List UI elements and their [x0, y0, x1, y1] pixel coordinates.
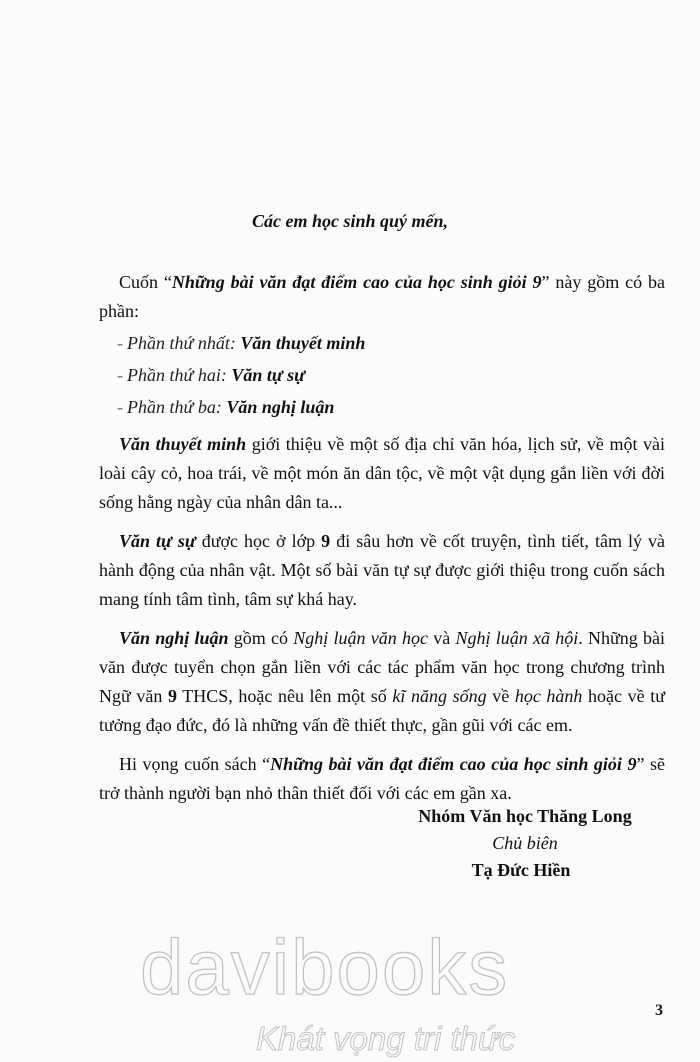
part-prefix: Phần thứ ba: — [127, 397, 227, 417]
closing-text-2: ” sẽ trở thành người bạn nhỏ thân thiết đối với các em gần xa. — [99, 754, 665, 803]
dash-bullet: - — [117, 333, 123, 353]
closing-text-1: Hi vọng cuốn sách “ — [119, 754, 271, 774]
intro-paragraph — [99, 268, 665, 326]
dash-bullet: - — [117, 365, 123, 385]
page-number: 3 — [655, 1002, 663, 1019]
term-nghi-luan-van-hoc: Nghị luận văn học — [293, 628, 429, 648]
tu-su-paragraph — [99, 527, 665, 614]
term-thuyet-minh: Văn thuyết minh — [119, 434, 247, 454]
part-prefix: Phần thứ hai: — [127, 365, 232, 385]
watermark-brand: davibooks — [140, 923, 510, 1011]
nghi-luan-text-1: gồm có — [228, 628, 294, 648]
part-title: Văn tự sự — [231, 365, 305, 385]
part-title: Văn thuyết minh — [240, 333, 366, 353]
thuyet-minh-text: giới thiệu về một số địa chỉ văn hóa, lịch sử, về một vài loài cây cỏ, hoa trái, về một món ăn dân tộc, về một vật dụng gắn liền với đời sống hằng ngày của nhân dân ta... — [99, 434, 665, 512]
intro-text-1: Cuốn “ — [119, 272, 172, 292]
intro-text-2: ” này gồm có ba phần: — [99, 272, 665, 321]
nghi-luan-text-4: THCS, hoặc nêu lên một số — [176, 686, 393, 706]
editor-name: Tạ Đức Hiền — [471, 860, 571, 880]
watermark-slogan: Khát vọng tri thức — [256, 1020, 516, 1057]
term-nghi-luan-xa-hoi: Nghị luận xã hội — [455, 628, 579, 648]
nghi-luan-text-5: về — [486, 686, 515, 706]
list-item — [99, 362, 665, 388]
nghi-luan-text-2: và — [428, 628, 456, 648]
intro-book-title: Những bài văn đạt điểm cao của học sinh giỏi 9 — [171, 272, 542, 292]
editor-role: Chủ biên — [492, 833, 558, 853]
greeting: Các em học sinh quý mến, — [251, 211, 448, 231]
author-group: Nhóm Văn học Thăng Long — [418, 806, 632, 826]
nghi-luan-text-6: hoặc về tư tưởng đạo đức, đó là những vấn đề thiết thực, gần gũi với các em. — [99, 686, 665, 735]
list-item — [99, 394, 665, 420]
thuyet-minh-paragraph — [99, 430, 665, 517]
part-title: Văn nghị luận — [226, 397, 335, 417]
tu-su-text-2: đi sâu hơn về cốt truyện, tình tiết, tâm lý và hành động của nhân vật. Một số bài văn tự sự được giới thiệu trong cuốn sách mang tính tâm tình, tâm sự khá hay. — [99, 531, 666, 609]
closing-paragraph — [99, 750, 665, 808]
grade-number: 9 — [321, 531, 331, 551]
nghi-luan-paragraph — [99, 624, 665, 740]
term-tu-su: Văn tự sự — [119, 531, 196, 551]
signature-block — [380, 803, 670, 884]
list-item — [99, 330, 665, 356]
tu-su-text-1: được học ở lớp — [195, 531, 322, 551]
closing-book-title: Những bài văn đạt điểm cao của học sinh giỏi 9 — [270, 754, 637, 774]
parts-list — [99, 330, 665, 420]
term-ki-nang-song: kĩ năng sống — [392, 686, 487, 706]
watermark — [140, 922, 570, 1062]
term-nghi-luan: Văn nghị luận — [119, 628, 229, 648]
letter-body — [99, 268, 665, 818]
nghi-luan-text-3: . Những bài văn được tuyển chọn gắn liền với các tác phẩm văn học trong chương trình Ngữ văn — [99, 628, 666, 706]
dash-bullet: - — [117, 397, 123, 417]
part-prefix: Phần thứ nhất: — [127, 333, 241, 353]
grade-number: 9 — [167, 686, 177, 706]
term-hoc-hanh: học hành — [514, 686, 583, 706]
